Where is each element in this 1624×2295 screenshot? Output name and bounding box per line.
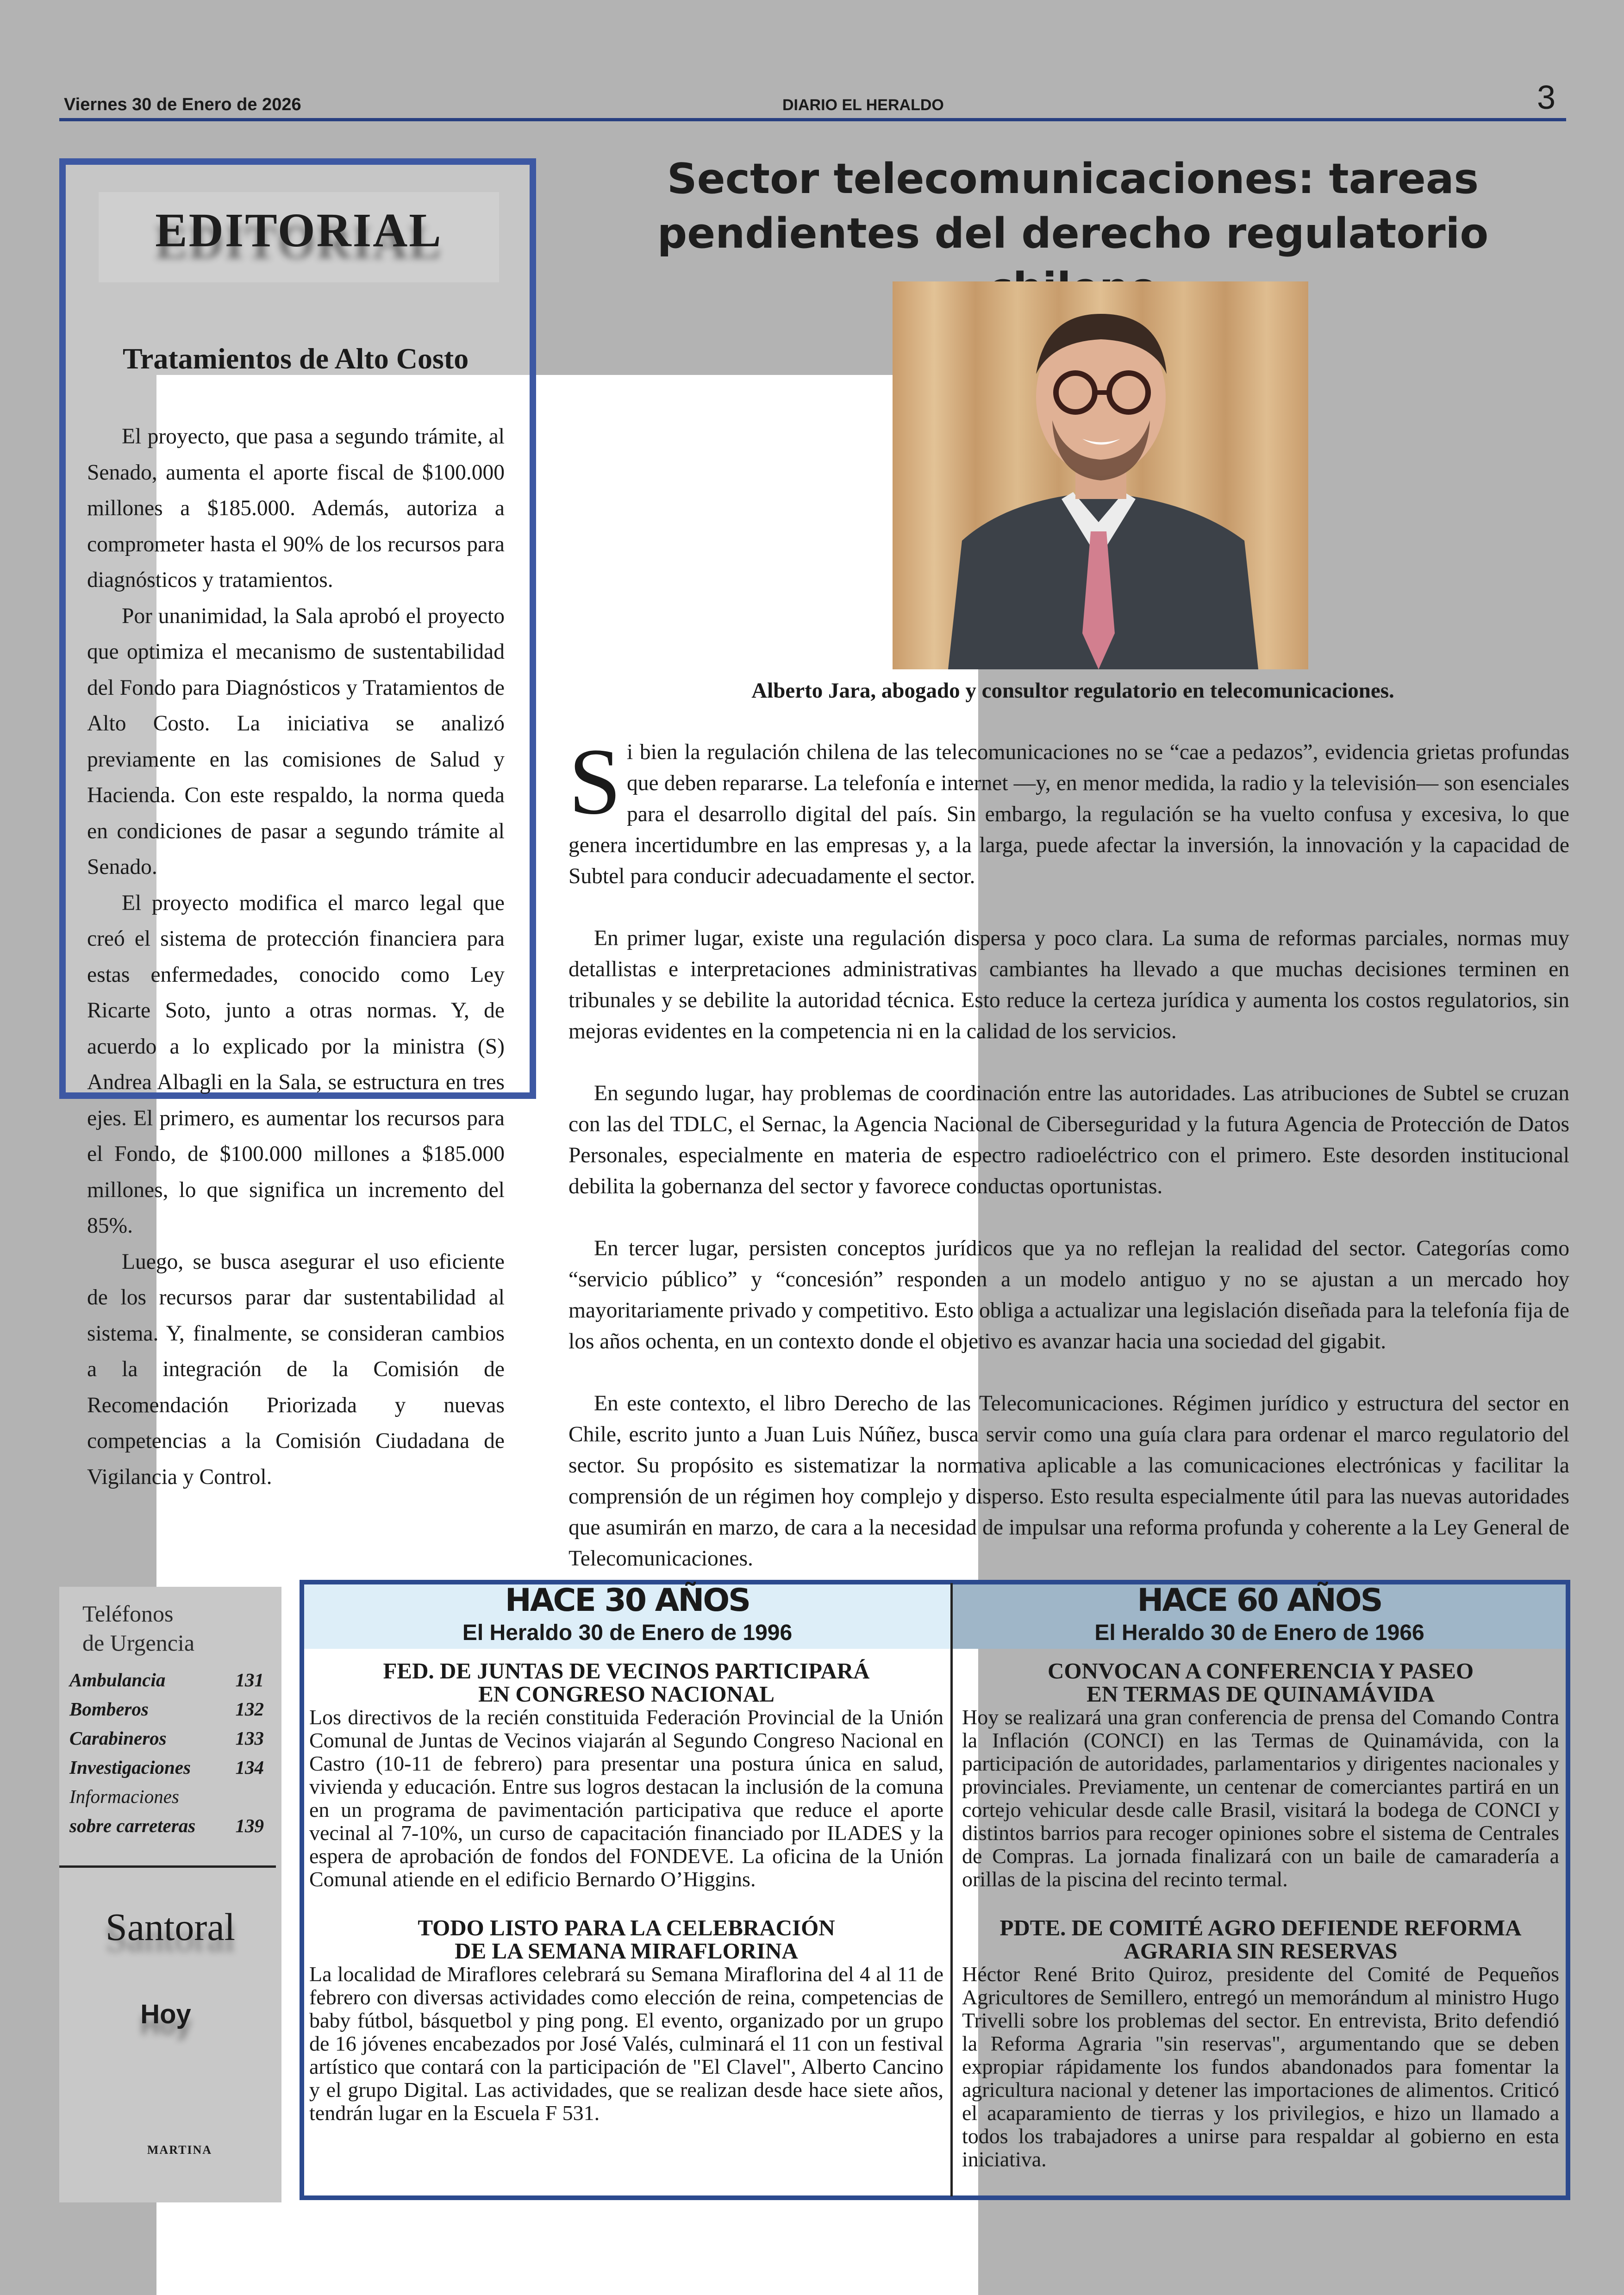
- story-body: La localidad de Miraflores celebrará su Semana Miraflorina del 4 al 11 de febrero con diversas actividades como elección de reina, competencias de baby fútbol, básquetbol y ping pong. El evento, organizado por un grupo de 16 jóvenes encabezados por José Valés, culminará el 11 con un festival artístico que contará con la participación de "El Clavel", Alberto Cancino y el grupo Digital. Las actividades, que se realizan desde hace siete años, tendrán lugar en la Escuela F 531.: [309, 1962, 943, 2125]
- phone-info-label: Informaciones: [69, 1786, 179, 1807]
- sidebar-divider: [59, 1865, 276, 1868]
- santoral-today: Hoy: [140, 1999, 191, 2029]
- story-body: Héctor René Brito Quiroz, presidente del Comité de Pequeños Agricultores de Semillero, entregó un memorándum al ministro Hugo Trivelli sobre los problemas del sector. En entrevista, Brito defendió la Reforma Agraria "sin reservas", argumentando que se deben expropiar rápidamente los fundos abandonados para fomentar la agricultura nacional y detener las importaciones de alimentos. Criticó el acaparamiento de tierras y los privilegios, e hizo un llamado a todos los trabajadores a unirse para respaldar al gobierno en esta iniciativa.: [962, 1962, 1559, 2171]
- article-paragraph: En tercer lugar, persisten conceptos jurídicos que ya no reflejan la realidad del sector. Categorías como “servicio público” y “concesión” responden a un modelo antiguo y no se ajustan a un mercado hoy mayoritariamente privado y competitivo. Esto obliga a actualizar una legislación diseñada para la telefonía fija de los años ochenta, en un contexto donde el objetivo es avanzar hacia una sociedad del gigabit.: [568, 1236, 1569, 1353]
- drop-cap: S: [568, 729, 622, 834]
- story-body: Hoy se realizará una gran conferencia de prensa del Comando Contra la Inflación (CONCI) en las Termas de Quinamávida, con la participación de autoridades, parlamentarios y dirigentes nacionales y provinciales. Previamente, un centenar de comerciantes partirá en un cortejo vehicular desde calle Brasil, visitará la bodega de CONCI y distintos barrios para recoger opiniones sobre el sistema de Centrales de Compras. La jornada finalizará con un baile de camaradería a orillas de la piscina del recinto termal.: [962, 1705, 1559, 1891]
- story-body: Los directivos de la recién constituida Federación Provincial de la Unión Comunal de Juntas de Vecinos viajarán al Segundo Congreso Nacional en Castro (10-11 de febrero) para presentar una postura única en salud, vivienda y educación. Entre sus logros destacan la inclusión de la comuna en un programa de pavimentación participativa que reduce el aporte vecinal al 7-10%, un curso de capacitación financiado por ILADES y la espera de aprobación de fondos del FONDEVE. La oficina de la Unión Comunal atiende en el edificio Bernardo O’Higgins.: [309, 1705, 943, 1891]
- history-left-subheading: El Heraldo 30 de Enero de 1996: [462, 1621, 793, 1645]
- emergency-phones-list: [69, 1665, 264, 1840]
- story-title: FED. DE JUNTAS DE VECINOS PARTICIPARÁ EN CONGRESO NACIONAL: [383, 1658, 870, 1707]
- editorial-paragraph: El proyecto, que pasa a segundo trámite, al Senado, aumenta el aporte fiscal de $100.000 millones a $185.000. Además, autoriza a comprometer hasta el 90% de los recursos para diagnósticos y tratamientos.: [87, 424, 505, 592]
- editorial-paragraph: Por unanimidad, la Sala aprobó el proyecto que optimiza el mecanismo de sustentabilidad del Fondo para Diagnósticos y Tratamientos de Alto Costo. La iniciativa se analizó previamente en las comisiones de Salud y Hacienda. Con este respaldo, la norma queda en condiciones de pasar a segundo trámite al Senado.: [87, 604, 505, 879]
- author-photo: [893, 281, 1308, 669]
- story-title: CONVOCAN A CONFERENCIA Y PASEO EN TERMAS DE QUINAMÁVIDA: [1047, 1658, 1474, 1707]
- header-rule: [59, 118, 1566, 121]
- editorial-title: Tratamientos de Alto Costo: [123, 342, 469, 375]
- newspaper-name: DIARIO EL HERALDO: [782, 96, 944, 114]
- history-left-heading: HACE 30 AÑOS: [505, 1582, 750, 1619]
- phone-entry: Bomberos 132: [69, 1698, 264, 1720]
- article-headline: Sector telecomunicaciones: tareas pendientes del derecho regulatorio: [657, 155, 1489, 258]
- photo-caption: Alberto Jara, abogado y consultor regulatorio en telecomunicaciones.: [751, 679, 1394, 703]
- article-paragraph-text: i bien la regulación chilena de las telecomunicaciones no se “cae a pedazos”, evidencia grietas profundas que deben repararse. La telefonía e internet —y, en menor medida, la radio y la televisión— son esenciales para el desarrollo digital del país. Sin embargo, la regulación se ha vuelto confusa y excesiva, lo que genera incertidumbre en las empresas y, a la larga, puede afectar la inversión, la innovación y la capacidad de Subtel para conducir adecuadamente el sector.: [568, 740, 1569, 888]
- article-paragraph: En primer lugar, existe una regulación dispersa y poco clara. La suma de reformas parciales, normas muy detallistas e interpretaciones administrativas cambiantes ha llevado a que muchas decisiones terminen en tribunales y se debilite la autoridad técnica. Esto reduce la certeza jurídica y aumenta los costos regulatorios, sin mejoras evidentes en la competencia ni en la calidad de los servicios.: [568, 926, 1569, 1043]
- issue-date: Viernes 30 de Enero de 2026: [64, 95, 301, 114]
- phone-entry: Carabineros 133: [69, 1727, 264, 1749]
- history-right-heading: HACE 60 AÑOS: [1137, 1582, 1382, 1619]
- article-paragraph: En este contexto, el libro Derecho de las Telecomunicaciones. Régimen jurídico y estructura del sector en Chile, escrito junto a Juan Luis Núñez, busca servir como una guía clara para ordenar el marco regulatorio del sector. Su propósito es sistematizar la normativa aplicable a las comunicaciones electrónicas y facilitar la comprensión de un régimen hoy complejo y disperso. Esto resulta especialmente útil para las nuevas autoridades que asumirán en marzo, de cara a la necesidad de impulsar una reforma profunda y coherente a la Ley General de Telecomunicaciones.: [568, 1391, 1569, 1571]
- santoral-title: Santoral: [106, 1906, 235, 1949]
- history-left-column: [309, 1659, 943, 2125]
- portrait-illustration: [893, 281, 1308, 669]
- editorial-paragraph: Luego, se busca asegurar el uso eficiente de los recursos parar dar sustentabilidad al sistema. Y, finalmente, se consideran cambios a la integración de la Comisión de Recomendación Priorizada y nuevas competencias a la Comisión Ciudadana de Vigilancia y Control.: [87, 1249, 505, 1489]
- phone-entry: Ambulancia 131: [69, 1669, 264, 1690]
- article-body: [568, 729, 1569, 1605]
- emergency-phones-title: Teléfonos de Urgencia: [82, 1601, 195, 1656]
- story-title: TODO LISTO PARA LA CELEBRACIÓN DE LA SEMANA MIRAFLORINA: [418, 1915, 835, 1964]
- history-column-divider: [950, 1583, 953, 2196]
- phone-entry: sobre carreteras 139: [69, 1815, 264, 1836]
- story-title: PDTE. DE COMITÉ AGRO DEFIENDE REFORMA AGRARIA SIN RESERVAS: [999, 1915, 1522, 1964]
- editorial-paragraph: El proyecto modifica el marco legal que creó el sistema de protección financiera para estas enfermedades, conocido como Ley Ricarte Soto, junto a otras normas. Y, de acuerdo a lo explicado por la ministra (S) Andrea Albagli en la Sala, se estructura en tres ejes. El primero, es aumentar los recursos para el Fondo, de $100.000 millones a $185.000 millones, lo que significa un incremento del 85%.: [87, 891, 505, 1238]
- editorial-label: EDITORIAL: [155, 204, 443, 257]
- article-paragraph: [568, 729, 1569, 892]
- editorial-body: [87, 419, 505, 1495]
- page-number: 3: [1537, 79, 1556, 116]
- history-right-column: [962, 1659, 1559, 2171]
- history-right-subheading: El Heraldo 30 de Enero de 1966: [1094, 1621, 1424, 1645]
- saint-name: MARTINA: [147, 2143, 212, 2157]
- article-paragraph: En segundo lugar, hay problemas de coordinación entre las autoridades. Las atribuciones de Subtel se cruzan con las del TDLC, el Sernac, la Agencia Nacional de Ciberseguridad y la futura Agencia de Protección de Datos Personales, especialmente en materia de espectro radioeléctrico con el primero. Este desorden institucional debilita la gobernanza del sector y favorece conductas oportunistas.: [568, 1081, 1569, 1198]
- phone-entry: Investigaciones 134: [69, 1757, 264, 1778]
